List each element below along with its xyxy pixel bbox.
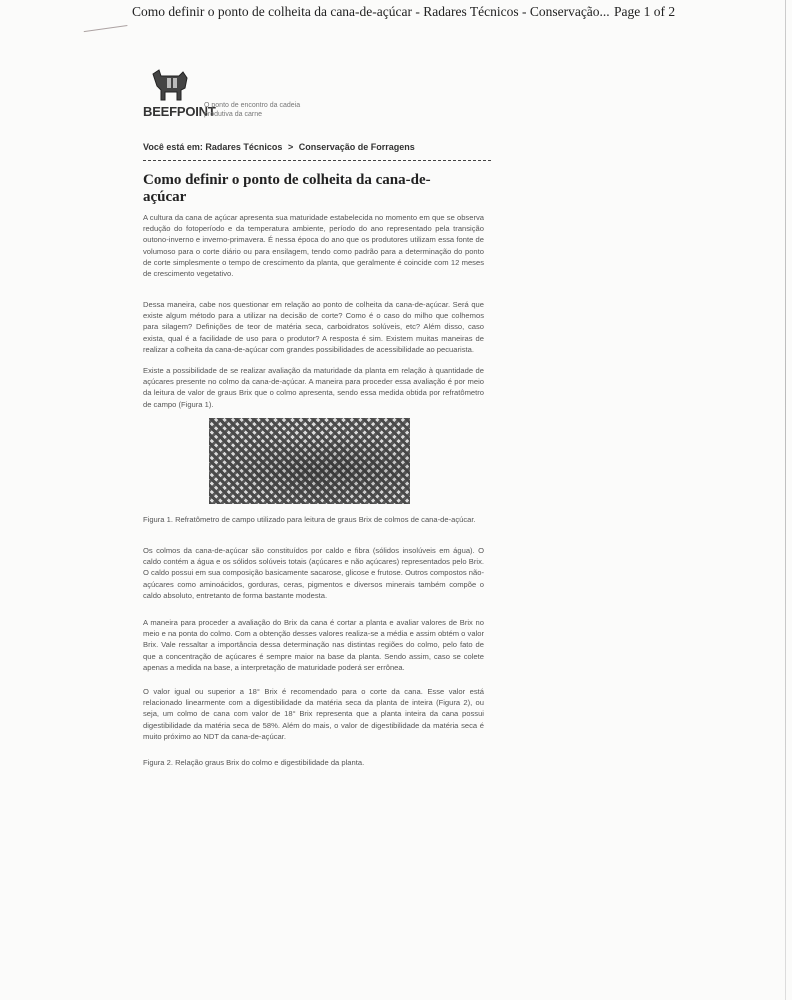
beefpoint-logo[interactable]	[143, 68, 216, 122]
figure-caption: Figura 1. Refratômetro de campo utilizado para leitura de graus Brix de colmos de cana-de-açúcar.	[143, 515, 476, 524]
brand-tagline: O ponto de encontro da cadeia produtiva da carne	[204, 102, 301, 118]
pen-mark	[84, 25, 129, 38]
breadcrumb-item-conservacao[interactable]: Conservação de Forragens	[298, 142, 415, 152]
scan-edge	[785, 0, 786, 1000]
breadcrumb-prefix: Você está em:	[143, 142, 203, 152]
brand-name: BEEFPOINT	[143, 104, 216, 119]
breadcrumb-item-radares[interactable]: Radares Técnicos	[205, 142, 283, 152]
article-title: Como definir o ponto de colheita da cana-de-açúcar	[143, 172, 431, 205]
article-paragraph: Existe a possibilidade de se realizar avaliação da maturidade da planta em relação à quantidade de açúcares presente no colmo da cana-de-açúcar. A maneira para proceder essa avaliação é por meio da leitura de valor de graus Brix que o colmo apresenta, sendo essa medida obtida por refratômetro de campo (Figura 1).	[143, 366, 484, 409]
figure-caption: Figura 2. Relação graus Brix do colmo e digestibilidade da planta.	[143, 758, 365, 767]
divider	[143, 160, 491, 161]
print-header	[132, 4, 782, 20]
article-paragraph: Dessa maneira, cabe nos questionar em relação ao ponto de colheita da cana-de-açúcar. Será que existe algum método para a utilizar na decisão de corte? Como é o caso do milho que colhemos para silagem? Definições de teor de matéria seca, carboidratos solúveis, etc? Além disso, caso exista, qual é a facilidade de uso para o produtor? A resposta é sim. Existem muitas maneiras de realizar a colheita da cana-de-açúcar com grandes possibilidades de acessibilidade ao pecuarista.	[143, 300, 484, 354]
article-paragraph: A maneira para proceder a avaliação do Brix da cana é cortar a planta e avaliar valores de Brix no meio e na ponta do colmo. Com a obtenção desses valores realiza-se a média e assim obtém o valor Brix. Vale ressaltar a importância dessa determinação nas distintas regiões do colmo, pelo fato de que a concentração de açúcares é sempre maior na base da planta. Sendo assim, caso se colete apenas a medida na base, a interpretação de maturidade poderá ser errônea.	[143, 618, 484, 672]
cattle-icon	[149, 68, 193, 102]
article-paragraph: Os colmos da cana-de-açúcar são constituídos por caldo e fibra (sólidos insolúveis em água). O caldo contém a água e os sólidos solúveis totais (açúcares e não açúcares) representados pelo Brix. O caldo possui em sua composição basicamente sacarose, glicose e frutose. Outros compostos não-açúcares como aminoácidos, gorduras, ceras, pigmentos e diversos minerais também compõe o caldo absoluto, entretanto de forma bastante modesta.	[143, 546, 484, 600]
article-paragraph: A cultura da cana de açúcar apresenta sua maturidade estabelecida no momento em que se observa redução do fotoperíodo e da temperatura ambiente, período do ano representado pela transição outono-inverno e inverno-primavera. É nessa época do ano que os produtores utilizam essa fonte de volumoso para o corte diário ou para ensilagem, tendo como padrão para a determinação do ponto de corte simplesmente o tempo de crescimento da planta, que geralmente é coincide com 12 meses de crescimento vegetativo.	[143, 213, 484, 279]
breadcrumb	[143, 142, 415, 152]
print-header-title: Como definir o ponto de colheita da cana-de-açúcar - Radares Técnicos - Conservação...	[132, 4, 610, 19]
figure-refractometer-image	[209, 418, 410, 504]
breadcrumb-separator: >	[287, 142, 294, 152]
article-paragraph: O valor igual ou superior a 18° Brix é recomendado para o corte da cana. Esse valor está relacionado linearmente com a digestibilidade da matéria seca da planta de inteira (Figura 2), ou seja, um colmo de cana com valor de 18° Brix representa que a planta inteira da cana possui digestibilidade da matéria seca de 58%. Além do mais, o valor de digestibilidade da matéria seca é muito próximo ao NDT da cana-de-açúcar.	[143, 687, 484, 741]
page-number: Page 1 of 2	[614, 4, 676, 19]
